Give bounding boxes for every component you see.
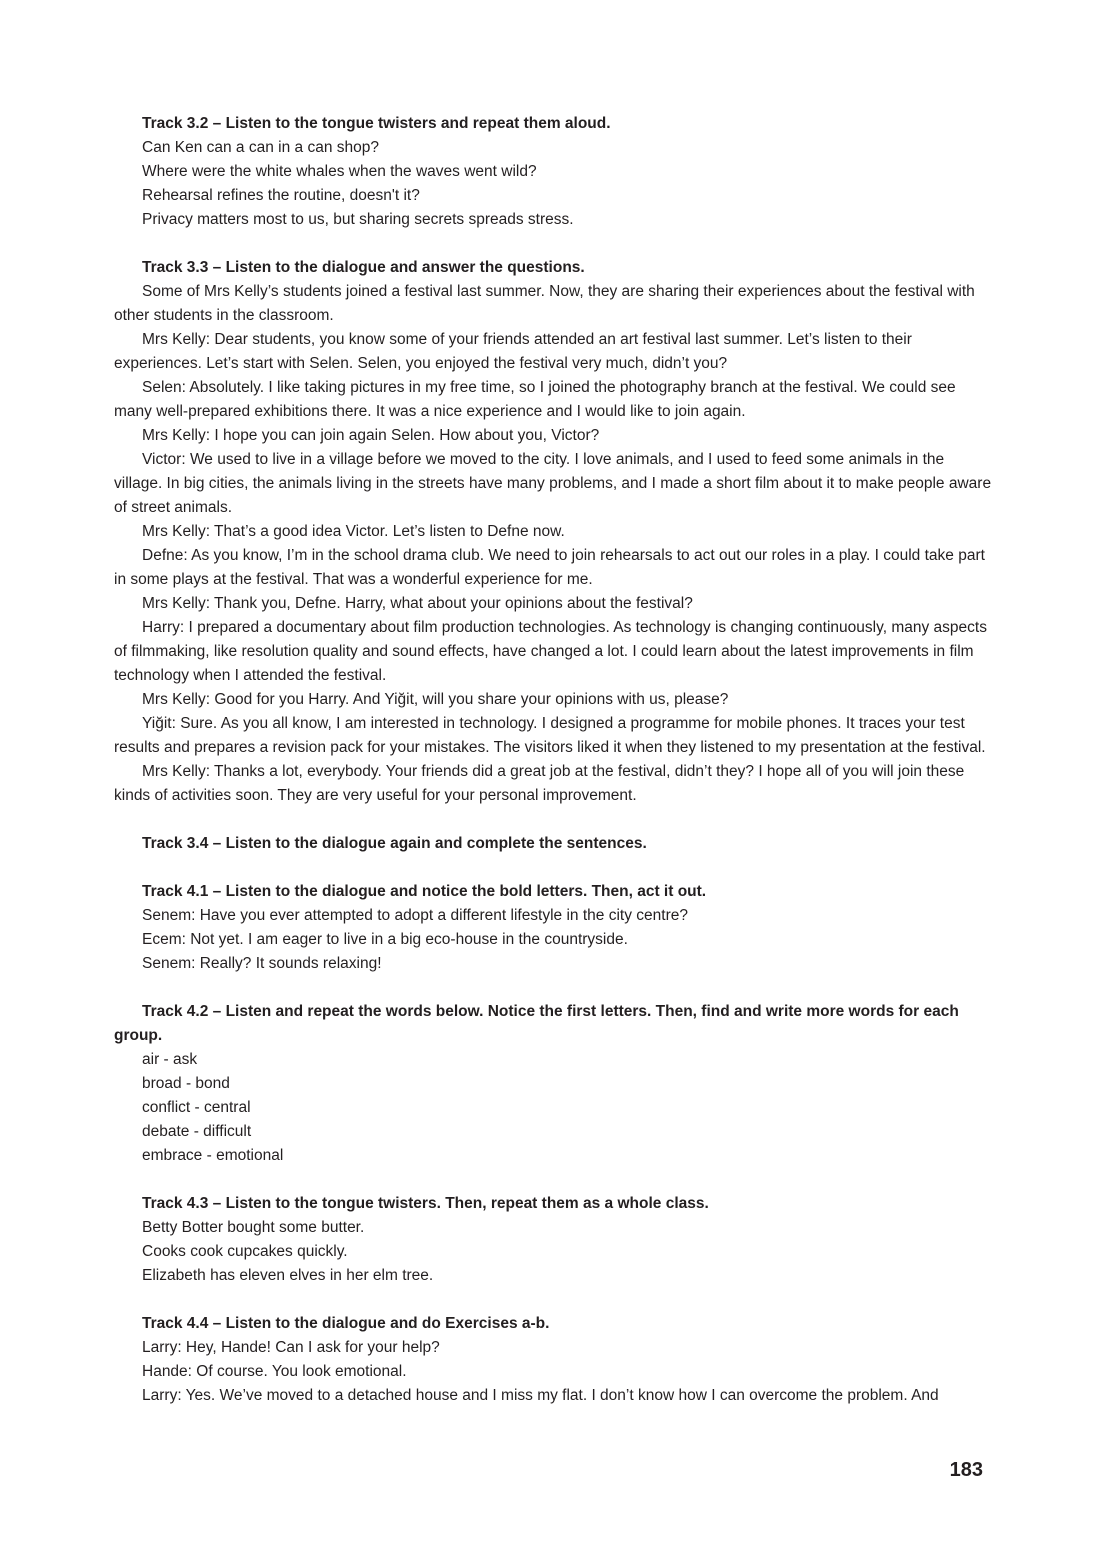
dialogue-paragraph: Defne: As you know, I’m in the school drama club. We need to join rehearsals to act out our roles in a play. I could take part in some plays at the festival. That was a wonderful experience for me.	[114, 547, 985, 588]
tongue-twister-line: Betty Botter bought some butter.	[142, 1219, 365, 1236]
dialogue-line: Larry: Hey, Hande! Can I ask for your help?	[142, 1339, 440, 1356]
dialogue-line: Hande: Of course. You look emotional.	[142, 1363, 407, 1380]
word-pair-line: debate - difficult	[142, 1123, 252, 1140]
dialogue-paragraph: Some of Mrs Kelly’s students joined a festival last summer. Now, they are sharing their experiences about the festival with other students in the classroom.	[114, 283, 975, 324]
tongue-twister-line: Cooks cook cupcakes quickly.	[142, 1243, 348, 1260]
dialogue-line: Larry: Yes. We’ve moved to a detached house and I miss my flat. I don’t know how I can overcome the problem. And	[142, 1387, 939, 1404]
track-3-4-section	[114, 832, 994, 856]
track-3-3-heading: Track 3.3 – Listen to the dialogue and answer the questions.	[142, 259, 585, 276]
tongue-twister-line: Rehearsal refines the routine, doesn't it?	[142, 187, 420, 204]
tongue-twister-line: Where were the white whales when the waves went wild?	[142, 163, 537, 180]
page-content	[114, 112, 994, 1432]
tongue-twister-line: Can Ken can a can in a can shop?	[142, 139, 379, 156]
dialogue-paragraph: Mrs Kelly: Thank you, Defne. Harry, what about your opinions about the festival?	[142, 595, 693, 612]
dialogue-paragraph: Mrs Kelly: That’s a good idea Victor. Let’s listen to Defne now.	[142, 523, 565, 540]
track-4-3-section	[114, 1192, 994, 1288]
dialogue-paragraph: Selen: Absolutely. I like taking pictures in my free time, so I joined the photography branch at the festival. We could see many well-prepared exhibitions there. It was a nice experience and I would like to join again.	[114, 379, 956, 420]
dialogue-paragraph: Mrs Kelly: Thanks a lot, everybody. Your friends did a great job at the festival, didn’t they? I hope all of you will join these kinds of activities soon. They are very useful for your personal improvement.	[114, 763, 965, 804]
word-pair-line: embrace - emotional	[142, 1147, 284, 1164]
track-4-2-heading: Track 4.2 – Listen and repeat the words below. Notice the first letters. Then, find and write more words for each group.	[114, 1003, 959, 1044]
word-pair-line: air - ask	[142, 1051, 198, 1068]
dialogue-paragraph: Yiğit: Sure. As you all know, I am interested in technology. I designed a programme for mobile phones. It traces your test results and prepares a revision pack for your mistakes. The visitors liked it when they listened to my presentation at the festival.	[114, 715, 986, 756]
dialogue-paragraph: Mrs Kelly: I hope you can join again Selen. How about you, Victor?	[142, 427, 600, 444]
track-3-2-heading: Track 3.2 – Listen to the tongue twisters and repeat them aloud.	[142, 115, 611, 132]
track-4-2-section	[114, 1000, 994, 1168]
word-pair-line: broad - bond	[142, 1075, 230, 1092]
dialogue-line: Ecem: Not yet. I am eager to live in a big eco-house in the countryside.	[142, 931, 628, 948]
track-4-3-heading: Track 4.3 – Listen to the tongue twisters. Then, repeat them as a whole class.	[142, 1195, 709, 1212]
page-number: 183	[949, 1459, 983, 1481]
tongue-twister-line: Privacy matters most to us, but sharing secrets spreads stress.	[142, 211, 574, 228]
dialogue-paragraph: Victor: We used to live in a village before we moved to the city. I love animals, and I used to feed some animals in the village. In big cities, the animals living in the streets have many problems, and I made a short film about it to make people aware of street animals.	[114, 451, 992, 516]
tongue-twister-line: Elizabeth has eleven elves in her elm tree.	[142, 1267, 434, 1284]
track-3-4-heading: Track 3.4 – Listen to the dialogue again and complete the sentences.	[142, 835, 647, 852]
dialogue-paragraph: Mrs Kelly: Dear students, you know some of your friends attended an art festival last summer. Let’s listen to their experiences. Let’s start with Selen. Selen, you enjoyed the festival very much, didn’t you?	[114, 331, 912, 372]
track-3-3-section	[114, 256, 994, 808]
track-4-4-section	[114, 1312, 994, 1408]
track-4-1-section	[114, 880, 994, 976]
dialogue-line: Senem: Really? It sounds relaxing!	[142, 955, 382, 972]
track-4-4-heading: Track 4.4 – Listen to the dialogue and do Exercises a-b.	[142, 1315, 550, 1332]
track-3-2-section	[114, 112, 994, 232]
dialogue-paragraph: Harry: I prepared a documentary about film production technologies. As technology is changing continuously, many aspects of filmmaking, like resolution quality and sound effects, have changed a lot. I could learn about the latest improvements in film technology when I attended the festival.	[114, 619, 987, 684]
dialogue-line: Senem: Have you ever attempted to adopt a different lifestyle in the city centre?	[142, 907, 688, 924]
dialogue-paragraph: Mrs Kelly: Good for you Harry. And Yiğit, will you share your opinions with us, please?	[142, 691, 729, 708]
word-pair-line: conflict - central	[142, 1099, 251, 1116]
track-4-1-heading: Track 4.1 – Listen to the dialogue and notice the bold letters. Then, act it out.	[142, 883, 707, 900]
